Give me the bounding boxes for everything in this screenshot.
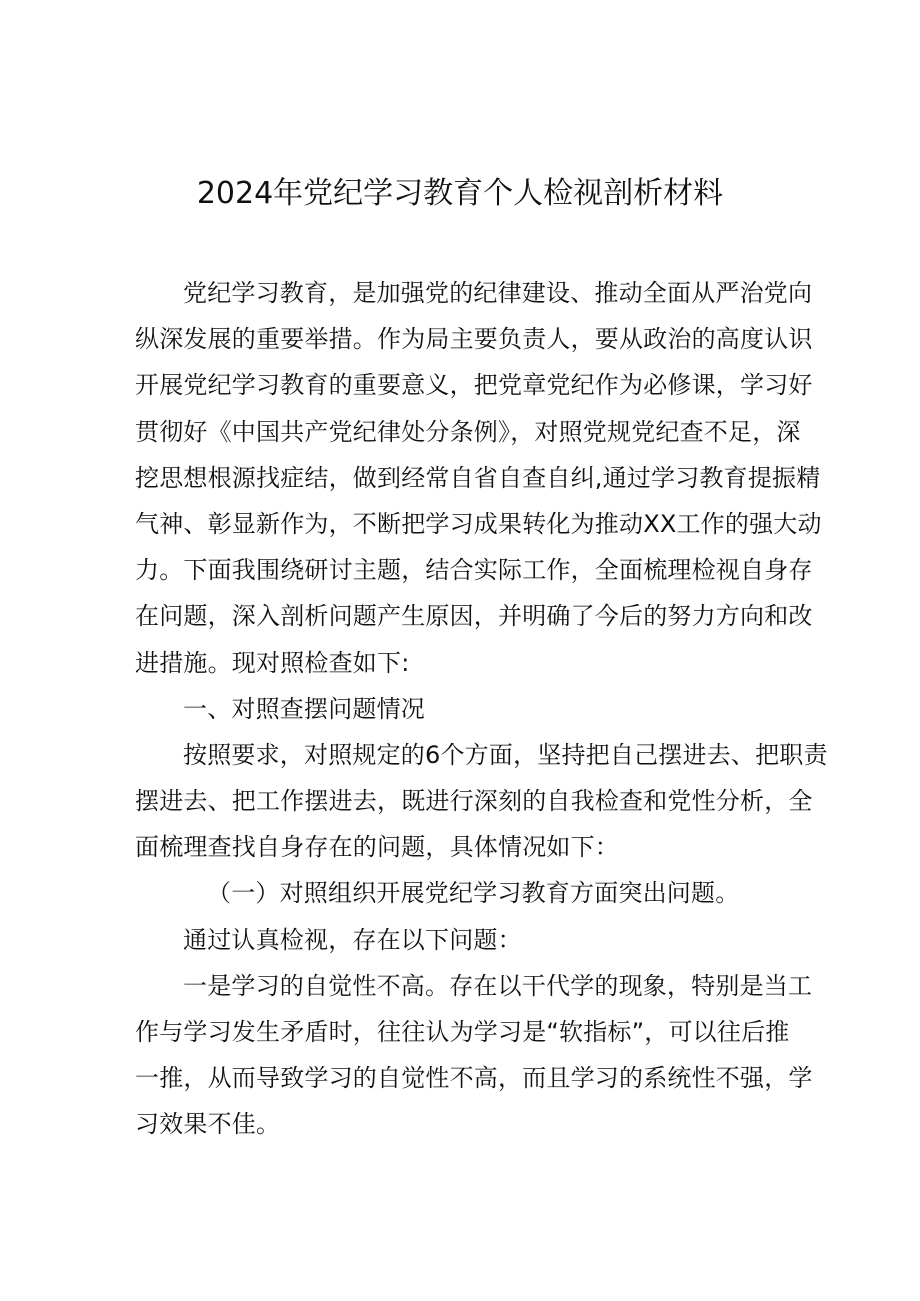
text-line: 作与学习发生矛盾时，往往认为学习是“软指标”，可以往后推 — [135, 1018, 790, 1046]
text-line: 在问题，深入剖析问题产生原因，并明确了今后的努力方向和改 — [135, 602, 813, 631]
text-line: 按照要求，对照规定的6个方面，坚持把自己摆进去、把职责 — [183, 740, 828, 769]
text-line: 一是学习的自觉性不高。存在以干代学的现象，特别是当工 — [183, 971, 813, 1000]
text-line: 气神、彰显新作为，不断把学习成果转化为推动XX工作的强大动 — [135, 509, 822, 538]
text-line: 通过认真检视，存在以下问题： — [183, 925, 522, 954]
text-line: 贯彻好《中国共产党纪律处分条例》，对照党规党纪查不足，深 — [135, 417, 801, 446]
document-title: 2024年党纪学习教育个人检视剖析材料 — [196, 176, 724, 211]
text-line: 摆进去、把工作摆进去，既进行深刻的自我检查和党性分析，全 — [135, 787, 813, 816]
text-line: 力。下面我围绕研讨主题，结合实际工作，全面梳理检视自身存 — [135, 556, 813, 585]
text-line: 党纪学习教育，是加强党的纪律建设、推动全面从严治党向 — [183, 279, 813, 307]
text-line: 挖思想根源找症结，做到经常自省自查自纠,通过学习教育提振精 — [135, 463, 821, 492]
text-line: 面梳理查找自身存在的问题，具体情况如下： — [135, 833, 619, 862]
text-line: 一、对照查摆问题情况 — [183, 694, 425, 723]
text-line: （一）对照组织开展党纪学习教育方面突出问题。 — [207, 879, 740, 908]
text-line: 开展党纪学习教育的重要意义，把党章党纪作为必修课，学习好 — [135, 371, 813, 400]
text-line: 进措施。现对照检查如下: — [135, 648, 410, 677]
document-body — [135, 270, 828, 1148]
text-line: 纵深发展的重要举措。作为局主要负责人，要从政治的高度认识 — [135, 325, 813, 354]
text-line: 习效果不佳。 — [135, 1110, 281, 1139]
text-line: 一推，从而导致学习的自觉性不高，而且学习的系统性不强，学 — [135, 1064, 813, 1093]
